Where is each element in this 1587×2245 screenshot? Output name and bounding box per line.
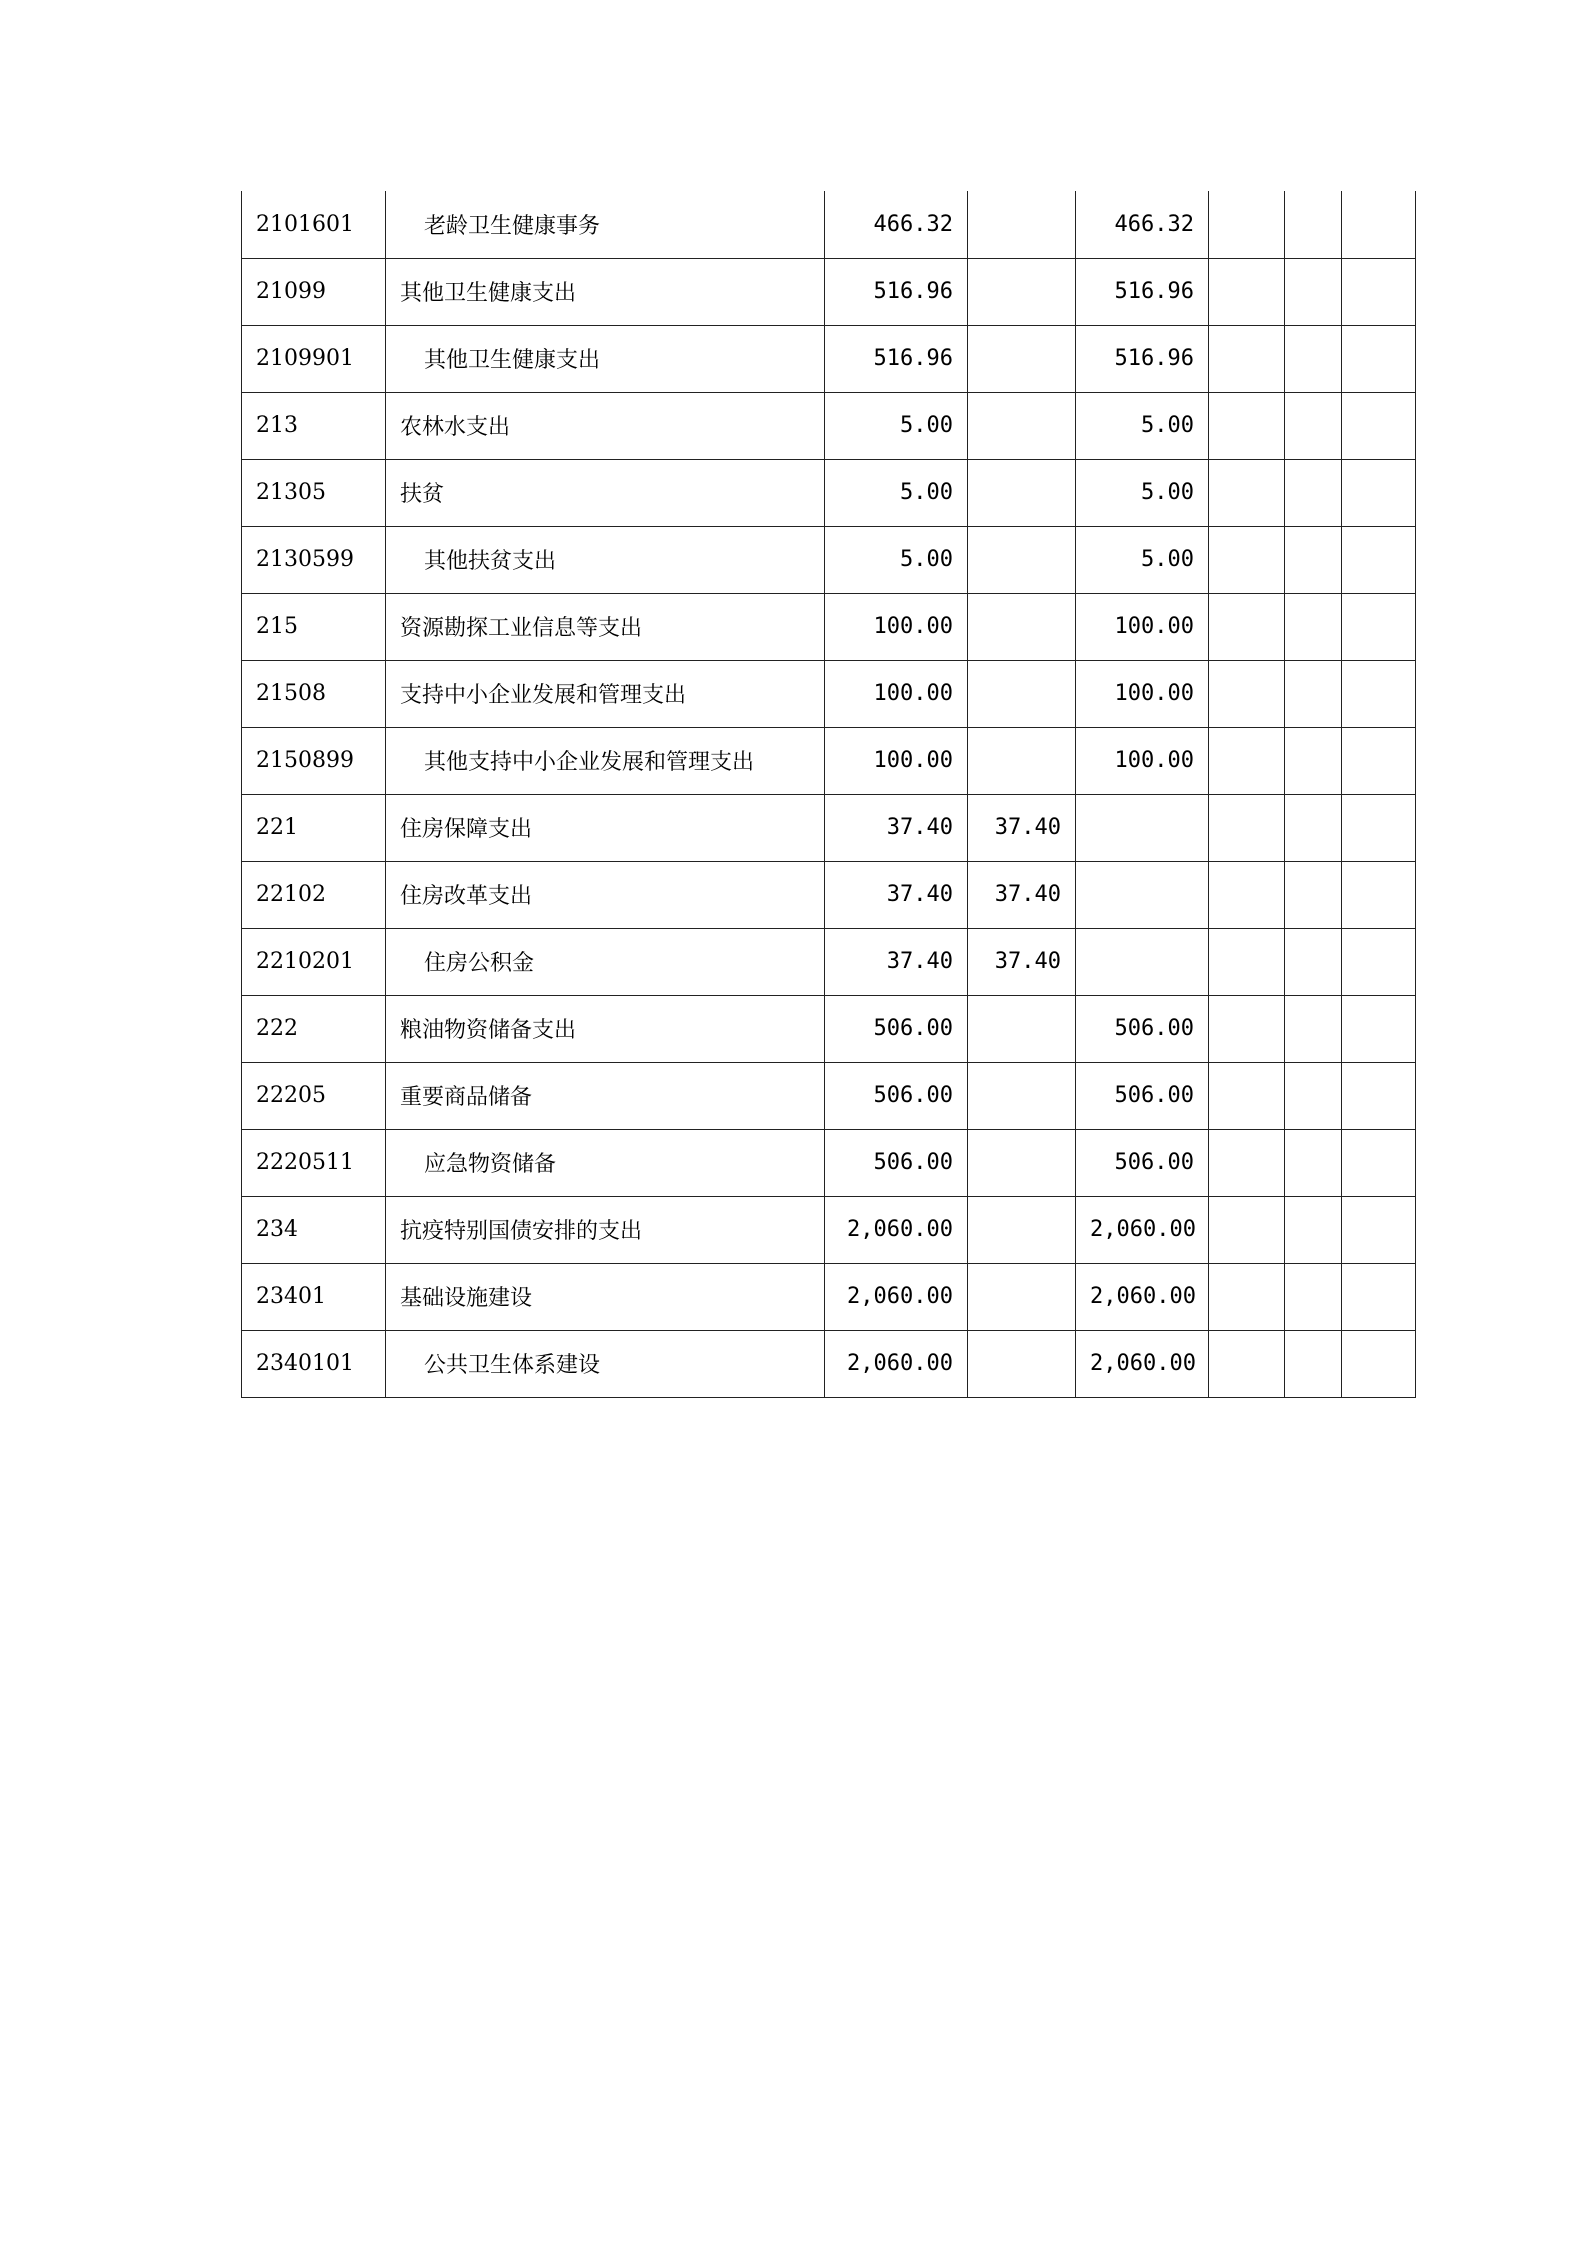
project-expenditure-cell: [1076, 928, 1209, 995]
basic-expenditure-cell: [968, 1330, 1076, 1397]
empty-cell-3: [1342, 995, 1416, 1062]
total-amount-cell: 100.00: [825, 727, 968, 794]
subject-name-text: 抗疫特别国债安排的支出: [400, 1219, 643, 1244]
empty-cell-1: [1209, 593, 1285, 660]
subject-name-text: 住房公积金: [424, 951, 535, 976]
empty-cell-1: [1209, 1196, 1285, 1263]
subject-name-text: 扶贫: [400, 482, 445, 507]
empty-cell-3: [1342, 660, 1416, 727]
subject-name-text: 基础设施建设: [400, 1286, 533, 1311]
total-amount-cell: 506.00: [825, 1062, 968, 1129]
subject-code-cell: 2109901: [242, 325, 386, 392]
empty-cell-2: [1285, 1263, 1342, 1330]
subject-name-cell: [386, 392, 825, 459]
basic-expenditure-cell: [968, 459, 1076, 526]
empty-cell-3: [1342, 861, 1416, 928]
table-row: [242, 794, 1416, 861]
project-expenditure-cell: 516.96: [1076, 258, 1209, 325]
empty-cell-2: [1285, 995, 1342, 1062]
project-expenditure-cell: 100.00: [1076, 660, 1209, 727]
subject-name-text: 粮油物资储备支出: [400, 1018, 577, 1043]
table-row: [242, 1330, 1416, 1397]
subject-name-cell: [386, 1263, 825, 1330]
project-expenditure-cell: [1076, 861, 1209, 928]
project-expenditure-cell: 2,060.00: [1076, 1263, 1209, 1330]
subject-name-cell: [386, 1196, 825, 1263]
total-amount-cell: 2,060.00: [825, 1263, 968, 1330]
subject-name-cell: [386, 794, 825, 861]
subject-code-cell: 2101601: [242, 191, 386, 258]
project-expenditure-cell: 506.00: [1076, 995, 1209, 1062]
project-expenditure-cell: 466.32: [1076, 191, 1209, 258]
subject-name-text: 支持中小企业发展和管理支出: [400, 683, 687, 708]
subject-code-cell: 222: [242, 995, 386, 1062]
empty-cell-1: [1209, 191, 1285, 258]
subject-code-cell: 213: [242, 392, 386, 459]
project-expenditure-cell: 2,060.00: [1076, 1196, 1209, 1263]
table-row: [242, 392, 1416, 459]
subject-code-cell: 21099: [242, 258, 386, 325]
subject-code-cell: 234: [242, 1196, 386, 1263]
project-expenditure-cell: 5.00: [1076, 526, 1209, 593]
empty-cell-1: [1209, 794, 1285, 861]
subject-name-cell: [386, 861, 825, 928]
basic-expenditure-cell: [968, 593, 1076, 660]
empty-cell-2: [1285, 325, 1342, 392]
empty-cell-1: [1209, 258, 1285, 325]
subject-code-cell: 21305: [242, 459, 386, 526]
total-amount-cell: 37.40: [825, 928, 968, 995]
basic-expenditure-cell: [968, 191, 1076, 258]
total-amount-cell: 100.00: [825, 660, 968, 727]
table-row: [242, 1129, 1416, 1196]
subject-name-text: 其他支持中小企业发展和管理支出: [424, 750, 755, 775]
subject-name-text: 资源勘探工业信息等支出: [400, 616, 643, 641]
empty-cell-2: [1285, 593, 1342, 660]
project-expenditure-cell: 100.00: [1076, 593, 1209, 660]
empty-cell-3: [1342, 593, 1416, 660]
table-row: [242, 995, 1416, 1062]
subject-name-cell: [386, 1062, 825, 1129]
empty-cell-2: [1285, 459, 1342, 526]
subject-code-cell: 22102: [242, 861, 386, 928]
subject-name-text: 老龄卫生健康事务: [424, 213, 601, 239]
empty-cell-2: [1285, 1062, 1342, 1129]
empty-cell-2: [1285, 794, 1342, 861]
empty-cell-3: [1342, 258, 1416, 325]
empty-cell-3: [1342, 727, 1416, 794]
basic-expenditure-cell: 37.40: [968, 928, 1076, 995]
total-amount-cell: 37.40: [825, 794, 968, 861]
subject-name-cell: [386, 928, 825, 995]
empty-cell-2: [1285, 392, 1342, 459]
subject-code-cell: 2210201: [242, 928, 386, 995]
empty-cell-1: [1209, 995, 1285, 1062]
subject-name-text: 住房改革支出: [400, 884, 533, 909]
project-expenditure-cell: 506.00: [1076, 1129, 1209, 1196]
basic-expenditure-cell: 37.40: [968, 861, 1076, 928]
empty-cell-1: [1209, 861, 1285, 928]
subject-name-text: 其他卫生健康支出: [400, 281, 577, 306]
subject-code-cell: 22205: [242, 1062, 386, 1129]
basic-expenditure-cell: [968, 1196, 1076, 1263]
empty-cell-3: [1342, 1330, 1416, 1397]
basic-expenditure-cell: 37.40: [968, 794, 1076, 861]
subject-code-cell: 2340101: [242, 1330, 386, 1397]
empty-cell-3: [1342, 1196, 1416, 1263]
project-expenditure-cell: 5.00: [1076, 459, 1209, 526]
empty-cell-1: [1209, 1129, 1285, 1196]
subject-name-text: 其他扶贫支出: [424, 549, 557, 574]
empty-cell-1: [1209, 928, 1285, 995]
basic-expenditure-cell: [968, 1062, 1076, 1129]
empty-cell-3: [1342, 191, 1416, 258]
empty-cell-2: [1285, 1330, 1342, 1397]
basic-expenditure-cell: [968, 1129, 1076, 1196]
total-amount-cell: 5.00: [825, 526, 968, 593]
basic-expenditure-cell: [968, 325, 1076, 392]
total-amount-cell: 2,060.00: [825, 1330, 968, 1397]
project-expenditure-cell: 516.96: [1076, 325, 1209, 392]
table-row: [242, 660, 1416, 727]
empty-cell-1: [1209, 727, 1285, 794]
empty-cell-2: [1285, 526, 1342, 593]
empty-cell-3: [1342, 392, 1416, 459]
basic-expenditure-cell: [968, 526, 1076, 593]
subject-code-cell: 2150899: [242, 727, 386, 794]
total-amount-cell: 37.40: [825, 861, 968, 928]
table-row: [242, 1196, 1416, 1263]
total-amount-cell: 5.00: [825, 459, 968, 526]
empty-cell-1: [1209, 325, 1285, 392]
subject-code-cell: 21508: [242, 660, 386, 727]
subject-name-cell: [386, 191, 825, 258]
table-row: [242, 258, 1416, 325]
table-row: [242, 727, 1416, 794]
subject-name-text: 农林水支出: [400, 415, 511, 440]
subject-name-cell: [386, 593, 825, 660]
empty-cell-1: [1209, 526, 1285, 593]
empty-cell-1: [1209, 1330, 1285, 1397]
basic-expenditure-cell: [968, 995, 1076, 1062]
total-amount-cell: 100.00: [825, 593, 968, 660]
project-expenditure-cell: 100.00: [1076, 727, 1209, 794]
subject-name-text: 重要商品储备: [400, 1085, 533, 1110]
subject-name-text: 其他卫生健康支出: [424, 348, 601, 373]
total-amount-cell: 516.96: [825, 325, 968, 392]
empty-cell-1: [1209, 459, 1285, 526]
subject-name-cell: [386, 258, 825, 325]
basic-expenditure-cell: [968, 258, 1076, 325]
subject-name-cell: [386, 526, 825, 593]
subject-code-cell: 215: [242, 593, 386, 660]
empty-cell-3: [1342, 1062, 1416, 1129]
total-amount-cell: 5.00: [825, 392, 968, 459]
project-expenditure-cell: [1076, 794, 1209, 861]
subject-name-cell: [386, 660, 825, 727]
empty-cell-2: [1285, 660, 1342, 727]
empty-cell-2: [1285, 1196, 1342, 1263]
empty-cell-3: [1342, 1129, 1416, 1196]
empty-cell-1: [1209, 660, 1285, 727]
subject-name-cell: [386, 1330, 825, 1397]
total-amount-cell: 2,060.00: [825, 1196, 968, 1263]
empty-cell-3: [1342, 794, 1416, 861]
table-row: [242, 928, 1416, 995]
subject-name-cell: [386, 727, 825, 794]
empty-cell-2: [1285, 1129, 1342, 1196]
empty-cell-2: [1285, 928, 1342, 995]
empty-cell-2: [1285, 191, 1342, 258]
empty-cell-3: [1342, 526, 1416, 593]
empty-cell-1: [1209, 1062, 1285, 1129]
subject-name-text: 公共卫生体系建设: [424, 1353, 601, 1378]
table-row: [242, 593, 1416, 660]
project-expenditure-cell: 2,060.00: [1076, 1330, 1209, 1397]
empty-cell-1: [1209, 1263, 1285, 1330]
basic-expenditure-cell: [968, 660, 1076, 727]
empty-cell-3: [1342, 325, 1416, 392]
table-row: [242, 861, 1416, 928]
empty-cell-2: [1285, 861, 1342, 928]
table-row: [242, 459, 1416, 526]
total-amount-cell: 506.00: [825, 1129, 968, 1196]
empty-cell-3: [1342, 928, 1416, 995]
subject-code-cell: 221: [242, 794, 386, 861]
empty-cell-3: [1342, 1263, 1416, 1330]
table-row: [242, 325, 1416, 392]
table-row: [242, 1263, 1416, 1330]
table-row: [242, 191, 1416, 258]
basic-expenditure-cell: [968, 392, 1076, 459]
total-amount-cell: 466.32: [825, 191, 968, 258]
project-expenditure-cell: 5.00: [1076, 392, 1209, 459]
table-row: [242, 526, 1416, 593]
empty-cell-3: [1342, 459, 1416, 526]
subject-code-cell: 2220511: [242, 1129, 386, 1196]
total-amount-cell: 506.00: [825, 995, 968, 1062]
basic-expenditure-cell: [968, 1263, 1076, 1330]
subject-code-cell: 23401: [242, 1263, 386, 1330]
subject-name-text: 住房保障支出: [400, 817, 533, 842]
subject-name-cell: [386, 1129, 825, 1196]
budget-expenditure-table: [241, 191, 1416, 1398]
subject-name-cell: [386, 459, 825, 526]
subject-name-cell: [386, 325, 825, 392]
empty-cell-1: [1209, 392, 1285, 459]
basic-expenditure-cell: [968, 727, 1076, 794]
subject-name-text: 应急物资储备: [424, 1152, 557, 1177]
empty-cell-2: [1285, 727, 1342, 794]
project-expenditure-cell: 506.00: [1076, 1062, 1209, 1129]
table-row: [242, 1062, 1416, 1129]
subject-name-cell: [386, 995, 825, 1062]
empty-cell-2: [1285, 258, 1342, 325]
budget-table-page: [241, 191, 1415, 1398]
subject-code-cell: 2130599: [242, 526, 386, 593]
total-amount-cell: 516.96: [825, 258, 968, 325]
